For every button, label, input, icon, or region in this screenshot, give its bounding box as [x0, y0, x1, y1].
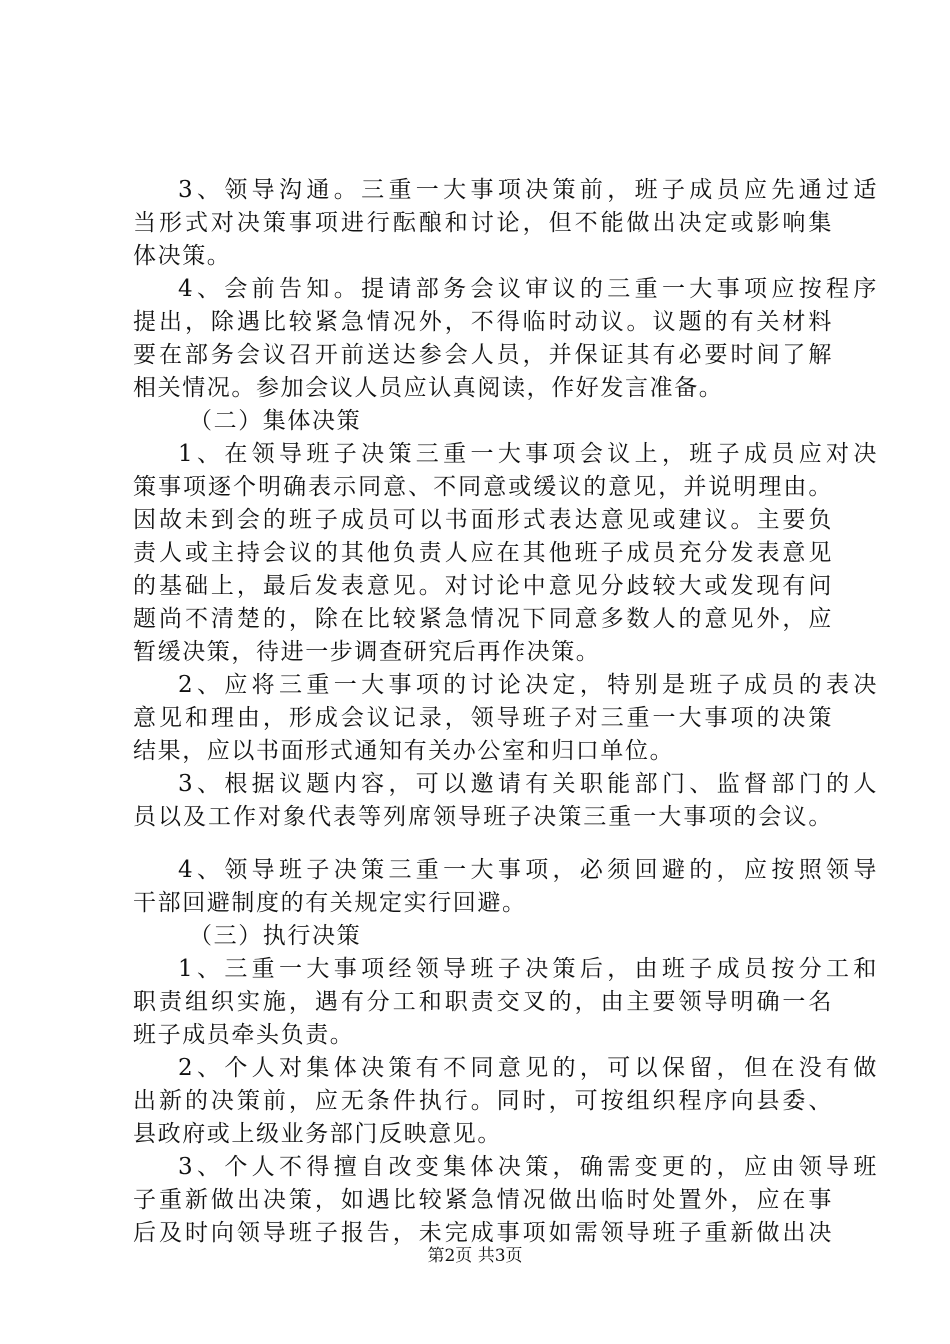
text-line: 的基础上，最后发表意见。对讨论中意见分歧较大或发现有问	[133, 573, 833, 599]
text-line: 体决策。	[133, 243, 232, 269]
text-line: 责人或主持会议的其他负责人应在其他班子成员充分发表意见	[133, 540, 833, 566]
text-line: 相关情况。参加会议人员应认真阅读，作好发言准备。	[133, 375, 724, 401]
text-line: 子重新做出决策，如遇比较紧急情况做出临时处置外，应在事	[133, 1187, 833, 1213]
text-line: 1、三重一大事项经领导班子决策后，由班子成员按分工和	[178, 956, 878, 982]
text-line: 员以及工作对象代表等列席领导班子决策三重一大事项的会议。	[133, 804, 833, 830]
text-line: 意见和理由，形成会议记录，领导班子对三重一大事项的决策	[133, 705, 833, 731]
text-line: 3、个人不得擅自改变集体决策，确需变更的，应由领导班	[178, 1154, 878, 1180]
section-heading: （二）集体决策	[189, 408, 362, 434]
text-line: 暂缓决策，待进一步调查研究后再作决策。	[133, 639, 601, 665]
section-heading: （三）执行决策	[189, 923, 362, 949]
text-line: 因故未到会的班子成员可以书面形式表达意见或建议。主要负	[133, 507, 833, 533]
text-line: 要在部务会议召开前送达参会人员，并保证其有必要时间了解	[133, 342, 833, 368]
text-line: 2、个人对集体决策有不同意见的，可以保留，但在没有做	[178, 1055, 878, 1081]
text-line: 3、领导沟通。三重一大事项决策前，班子成员应先通过适	[178, 177, 878, 203]
page-footer: 第2页 共3页	[427, 1246, 523, 1266]
text-line: 出新的决策前，应无条件执行。同时，可按组织程序向县委、	[133, 1088, 833, 1114]
text-line: 干部回避制度的有关规定实行回避。	[133, 890, 527, 916]
text-line: 职责组织实施，遇有分工和职责交叉的，由主要领导明确一名	[133, 989, 833, 1015]
text-line: 4、领导班子决策三重一大事项，必须回避的，应按照领导	[178, 857, 878, 883]
text-line: 题尚不清楚的，除在比较紧急情况下同意多数人的意见外，应	[133, 606, 833, 632]
text-line: 当形式对决策事项进行酝酿和讨论，但不能做出决定或影响集	[133, 210, 833, 236]
text-line: 4、会前告知。提请部务会议审议的三重一大事项应按程序	[178, 276, 878, 302]
text-line: 后及时向领导班子报告，未完成事项如需领导班子重新做出决	[133, 1220, 833, 1246]
text-line: 2、应将三重一大事项的讨论决定，特别是班子成员的表决	[178, 672, 878, 698]
text-line: 结果，应以书面形式通知有关办公室和归口单位。	[133, 738, 675, 764]
text-line: 1、在领导班子决策三重一大事项会议上，班子成员应对决	[178, 441, 878, 467]
text-line: 3、根据议题内容，可以邀请有关职能部门、监督部门的人	[178, 771, 878, 797]
text-line: 县政府或上级业务部门反映意见。	[133, 1121, 502, 1147]
text-line: 提出，除遇比较紧急情况外，不得临时动议。议题的有关材料	[133, 309, 833, 335]
text-line: 班子成员牵头负责。	[133, 1022, 355, 1048]
text-line: 策事项逐个明确表示同意、不同意或缓议的意见，并说明理由。	[133, 474, 833, 500]
